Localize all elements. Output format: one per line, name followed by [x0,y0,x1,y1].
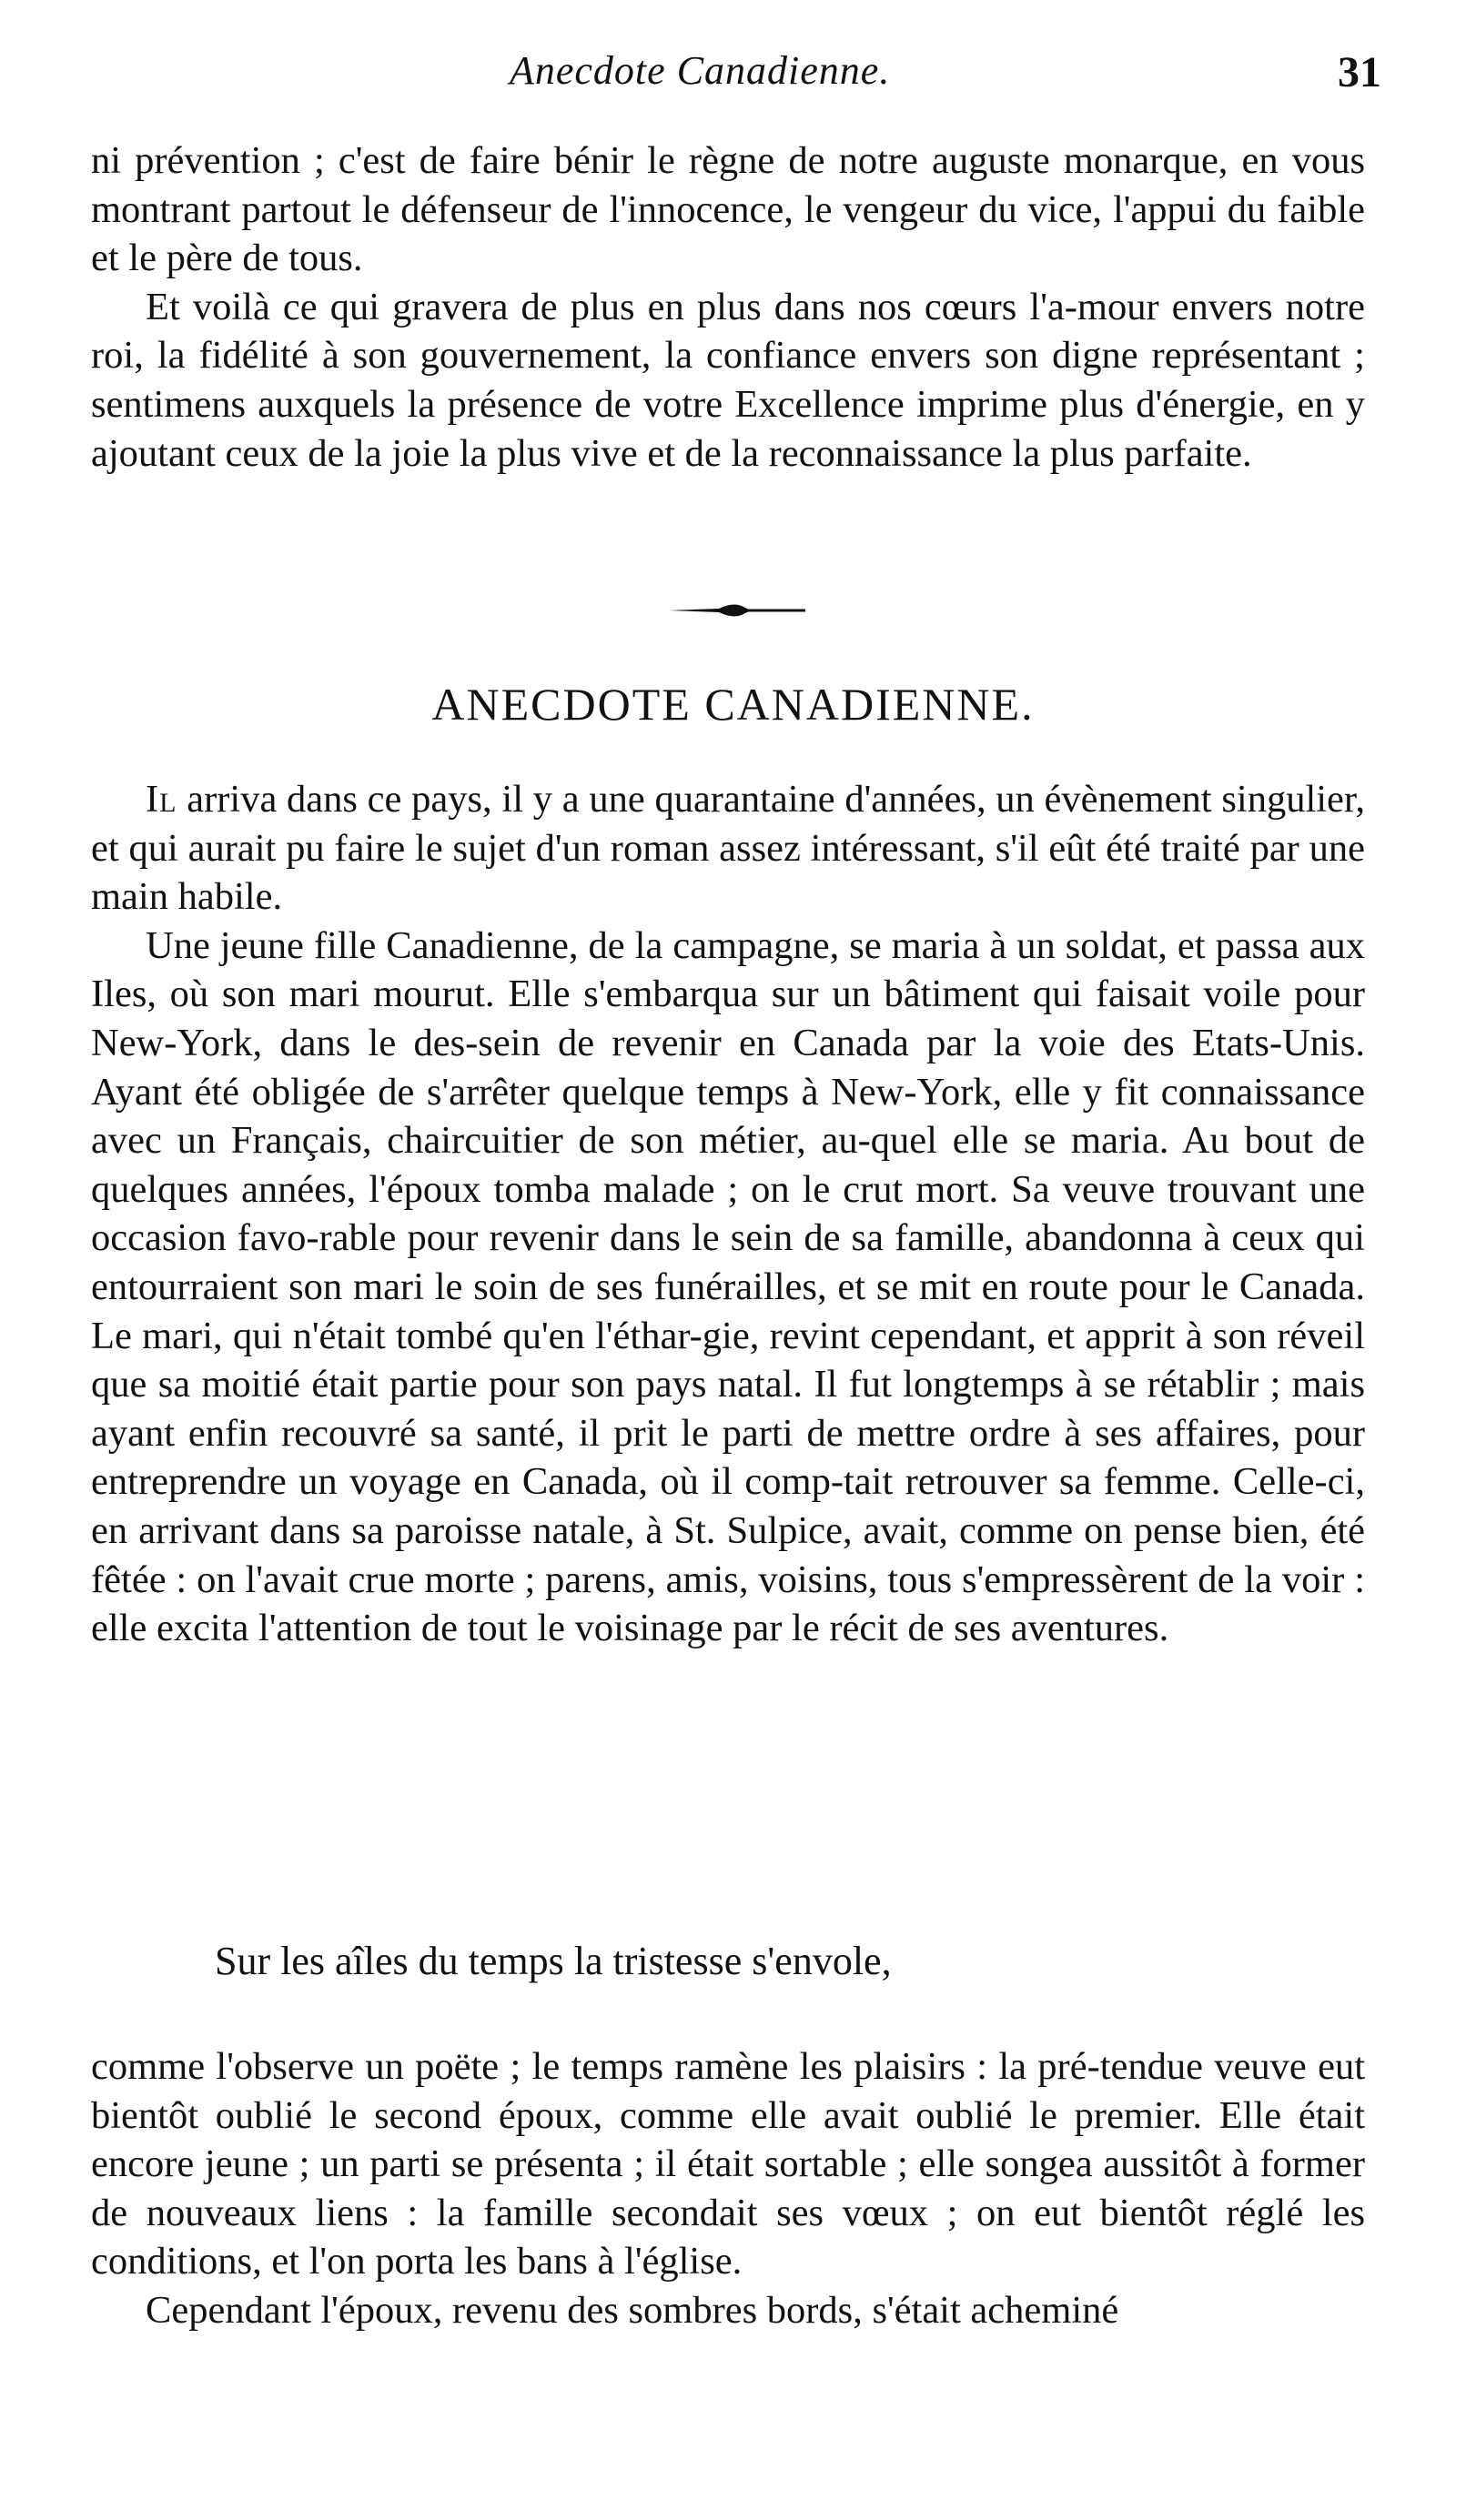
story-continuation [91,2042,1365,2335]
section-title: ANECDOTE CANADIENNE. [431,679,1035,730]
verse-quotation: Sur les aîles du temps la tristesse s'envole, [215,1939,892,1983]
preceding-paragraph-2: Et voilà ce qui gravera de plus en plus dans nos cœurs l'a-mour envers notre roi, la fidélité à son gouvernement, la confiance envers son digne représentant ; sentimens auxquels la présence de votre Excellence imprime plus d'énergie, en y ajoutant ceux de la joie la plus vive et de la reconnaissance la plus parfaite. [91,285,1365,475]
story-paragraph-1 [91,775,1365,922]
running-head [0,47,1466,111]
story-paragraph-2: Une jeune fille Canadienne, de la campagne, se maria à un soldat, et passa aux Iles, où son mari mourut. Elle s'embarqua sur un bâtiment qui faisait voile pour New-York, dans le des-sein de revenir en Canada par la voie des Etats-Unis. Ayant été obligée de s'arrêter quelque temps à New-York, elle y fit connaissance avec un Français, chaircuitier de son métier, au-quel elle se maria. Au bout de quelques années, l'époux tomba malade ; on le crut mort. Sa veuve trouvant une occasion favo-rable pour revenir dans le sein de sa famille, abandonna à ceux qui entourraient son mari le soin de ses funérailles, et se mit en route pour le Canada. Le mari, qui n'était tombé qu'en l'éthar-gie, revint cependant, et apprit à son réveil que sa moitié était partie pour son pays natal. Il fut longtemps à se rétablir ; mais ayant enfin recouvré sa santé, il prit le parti de mettre ordre à ses affaires, pour entreprendre un voyage en Canada, où il comp-tait retrouver sa femme. Celle-ci, en arrivant dans sa paroisse natale, à St. Sulpice, avait, comme on pense bien, été fêtée : on l'avait crue morte ; parens, amis, voisins, tous s'empressèrent de la voir : elle excita l'attention de tout le voisinage par le récit de ses aventures. [91,923,1365,1650]
story-text [91,775,1365,1653]
story-paragraph-1-text: arriva dans ce pays, il y a une quarantaine d'années, un évènement singulier, et qui aurait pu faire le sujet d'un roman assez intéressant, s'il eût été traité par une main habile. [91,778,1365,919]
section-divider-ornament [669,597,805,624]
preceding-paragraph-1: ni prévention ; c'est de faire bénir le règne de notre auguste monarque, en vous montrant partout le défenseur de l'innocence, le vengeur du vice, l'appui du faible et le père de tous. [91,139,1365,280]
preceding-text [91,136,1365,478]
running-title: Anecdote Canadienne. [510,48,891,93]
story-paragraph-4: Cependant l'époux, revenu des sombres bords, s'était acheminé [146,2288,1119,2332]
story-paragraph-3: comme l'observe un poëte ; le temps ramène les plaisirs : la pré-tendue veuve eut bientôt oublié le second époux, comme elle avait oublié le premier. Elle était encore jeune ; un parti se présenta ; il était sortable ; elle songea aussitôt à former de nouveaux liens : la famille secondait ses vœux ; on eut bientôt réglé les conditions, et l'on porta les bans à l'église. [91,2045,1365,2283]
opening-word: Il [146,778,177,821]
page-number: 31 [1338,48,1381,96]
